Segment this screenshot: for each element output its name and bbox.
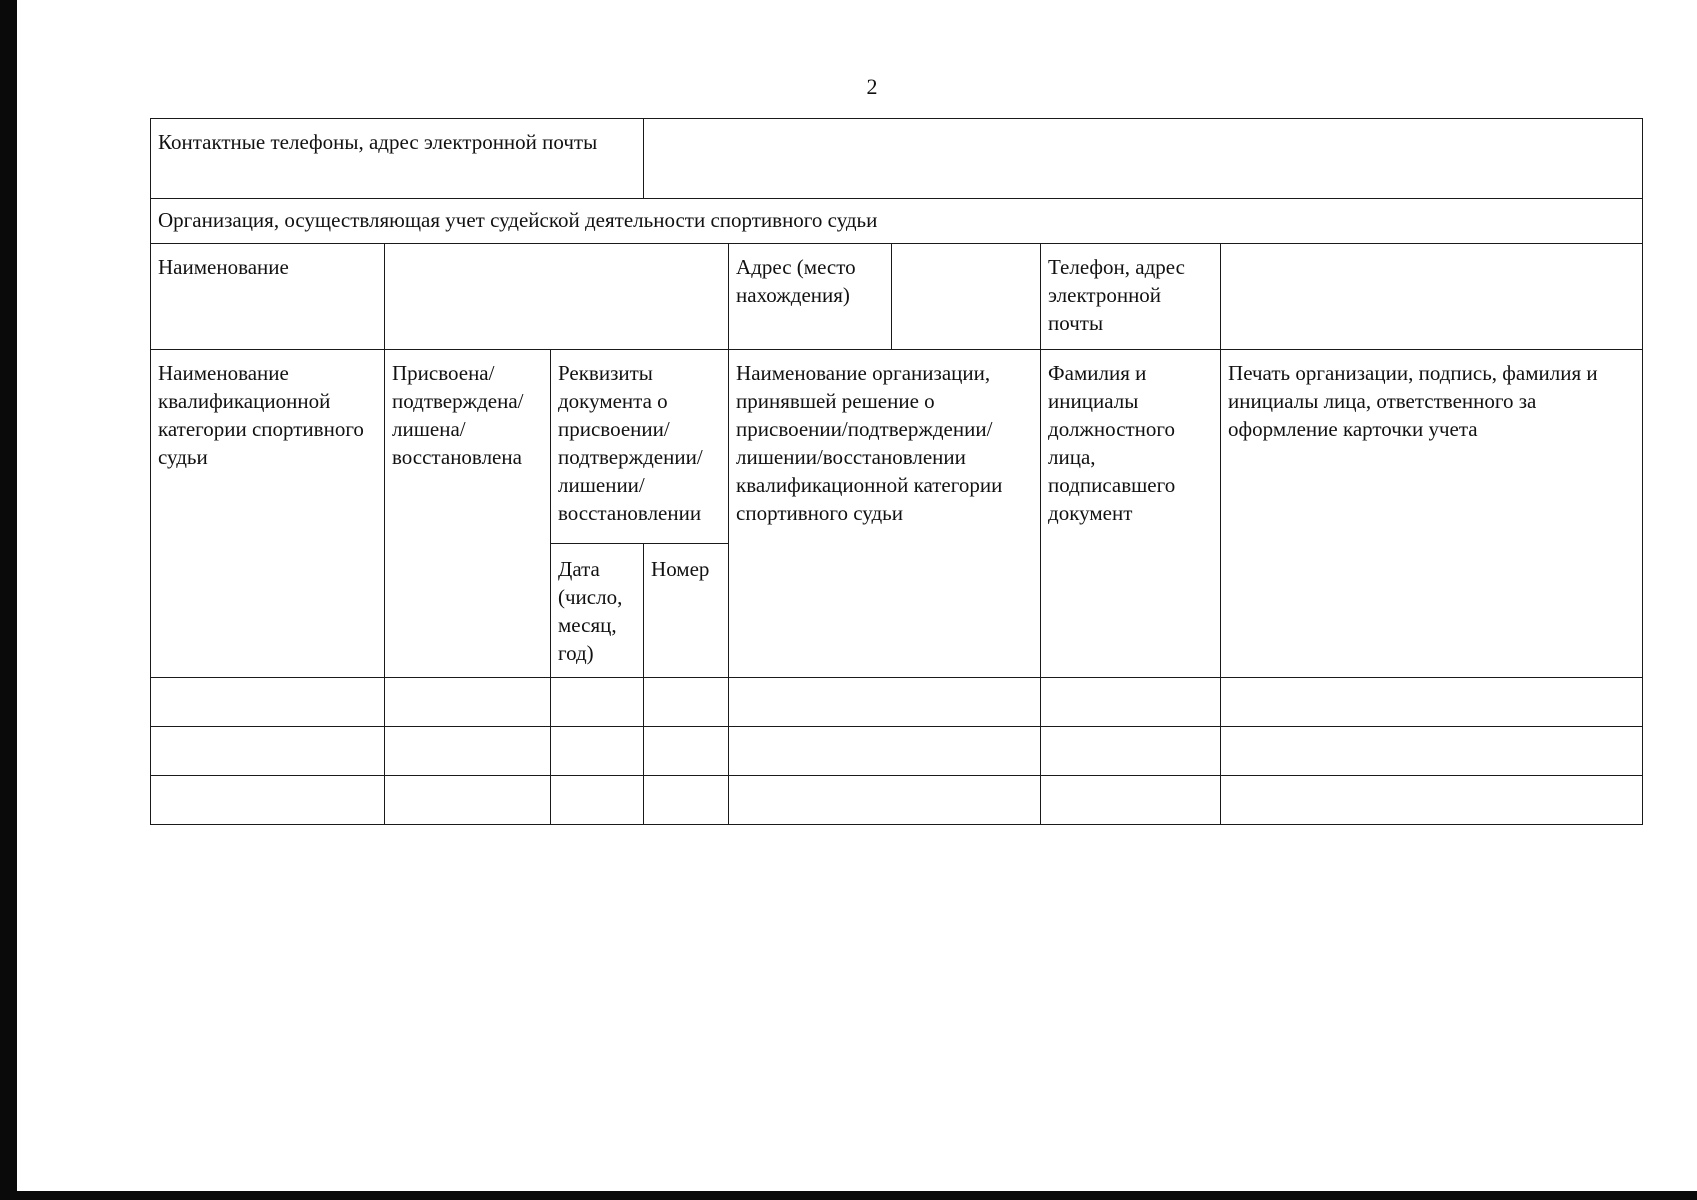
category-header-row xyxy=(151,350,1643,544)
scan-border-bottom xyxy=(0,1191,1697,1200)
document-date-header-text: Дата (число, месяц, год) xyxy=(558,557,623,665)
org-details-row xyxy=(151,244,1643,350)
org-name-value-cell[interactable] xyxy=(385,244,729,350)
decision-org-header xyxy=(729,350,1041,678)
signatory-header xyxy=(1041,350,1221,678)
signatory-cell[interactable] xyxy=(1041,727,1221,776)
org-phone-label-cell xyxy=(1041,244,1221,350)
category-name-cell[interactable] xyxy=(151,727,385,776)
document-number-cell[interactable] xyxy=(644,727,729,776)
org-address-label-cell xyxy=(729,244,892,350)
contacts-label: Контактные телефоны, адрес электронной почты xyxy=(158,130,598,154)
decision-org-cell[interactable] xyxy=(729,727,1041,776)
contacts-label-cell xyxy=(151,119,644,199)
document-number-header xyxy=(644,544,729,678)
table-row xyxy=(151,678,1643,727)
document-number-header-text: Номер xyxy=(651,557,710,581)
document-details-header-text: Реквизиты документа о присвоении/ подтверждении/ лишении/ восстановлении xyxy=(558,361,703,525)
org-section-row xyxy=(151,199,1643,244)
org-address-value-cell[interactable] xyxy=(892,244,1041,350)
signatory-cell[interactable] xyxy=(1041,776,1221,825)
status-cell[interactable] xyxy=(385,776,551,825)
status-cell[interactable] xyxy=(385,727,551,776)
document-details-header xyxy=(551,350,729,544)
decision-org-cell[interactable] xyxy=(729,678,1041,727)
document-date-cell[interactable] xyxy=(551,776,644,825)
decision-org-cell[interactable] xyxy=(729,776,1041,825)
seal-signature-cell[interactable] xyxy=(1221,678,1643,727)
judge-record-card-table xyxy=(150,118,1643,825)
category-name-header-text: Наименование квалификационной категории спортивного судьи xyxy=(158,361,364,469)
org-section-title-cell xyxy=(151,199,1643,244)
table-row xyxy=(151,776,1643,825)
category-name-cell[interactable] xyxy=(151,776,385,825)
org-phone-value-cell[interactable] xyxy=(1221,244,1643,350)
status-header-text: Присвоена/ подтверждена/ лишена/ восстановлена xyxy=(392,361,524,469)
org-name-label: Наименование xyxy=(158,255,289,279)
contacts-value-cell[interactable] xyxy=(644,119,1643,199)
category-name-cell[interactable] xyxy=(151,678,385,727)
signatory-cell[interactable] xyxy=(1041,678,1221,727)
seal-signature-cell[interactable] xyxy=(1221,776,1643,825)
status-header xyxy=(385,350,551,678)
seal-signature-header-text: Печать организации, подпись, фамилия и инициалы лица, ответственного за оформление карточки учета xyxy=(1228,361,1598,441)
scan-border-left xyxy=(0,0,17,1200)
document-date-cell[interactable] xyxy=(551,678,644,727)
decision-org-header-text: Наименование организации, принявшей решение о присвоении/подтверждении/ лишении/восстановлении квалификационной категории спортивного судьи xyxy=(736,361,1003,525)
status-cell[interactable] xyxy=(385,678,551,727)
seal-signature-cell[interactable] xyxy=(1221,727,1643,776)
org-name-label-cell xyxy=(151,244,385,350)
document-number-cell[interactable] xyxy=(644,776,729,825)
signatory-header-text: Фамилия и инициалы должностного лица, подписавшего документ xyxy=(1048,361,1176,525)
table-row xyxy=(151,727,1643,776)
seal-signature-header xyxy=(1221,350,1643,678)
org-address-label: Адрес (место нахождения) xyxy=(736,255,856,307)
document-date-cell[interactable] xyxy=(551,727,644,776)
contacts-row xyxy=(151,119,1643,199)
document-date-header xyxy=(551,544,644,678)
document-number-cell[interactable] xyxy=(644,678,729,727)
org-phone-label: Телефон, адрес электронной почты xyxy=(1048,255,1185,335)
page-number: 2 xyxy=(866,74,878,99)
category-name-header xyxy=(151,350,385,678)
org-section-title: Организация, осуществляющая учет судейской деятельности спортивного судьи xyxy=(158,208,878,232)
